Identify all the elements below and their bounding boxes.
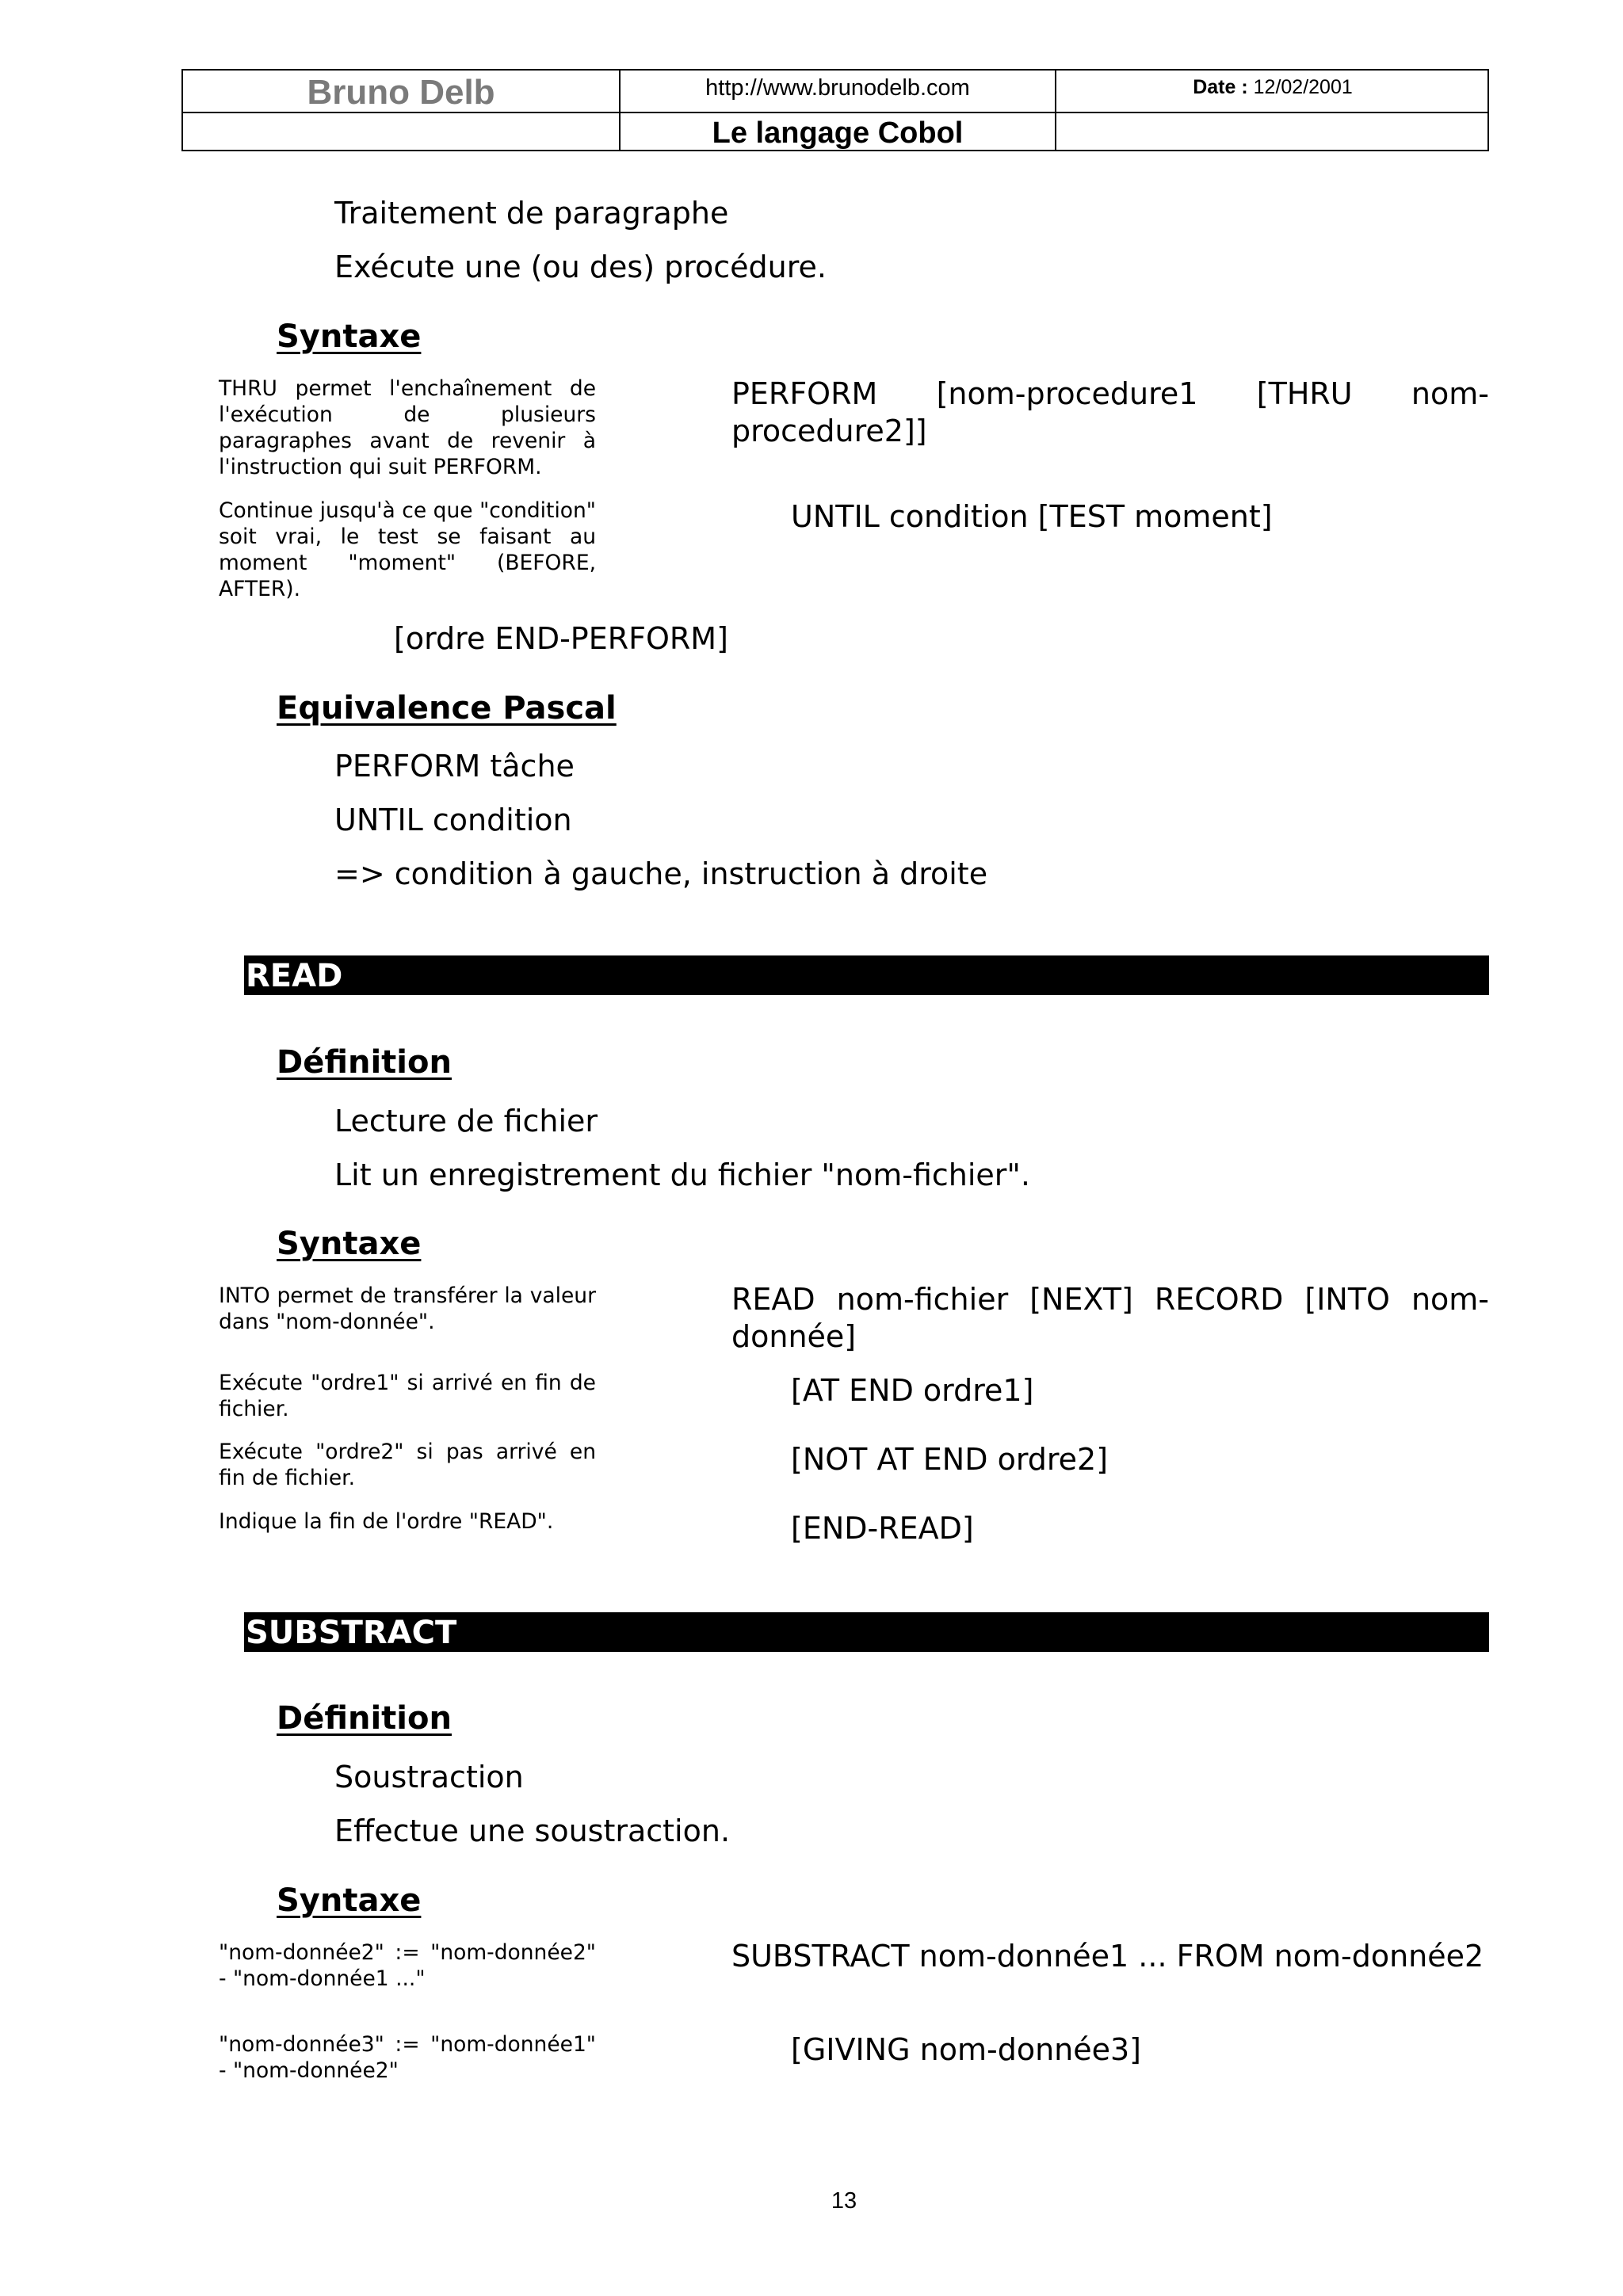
perform-syntax-line: PERFORM [nom-procedure1 [THRU nom-procedure2]]: [731, 376, 1489, 448]
perform-note: Continue jusqu'à ce que "condition" soit vrai, le test se faisant au moment "moment" (BEFORE, AFTER).: [219, 498, 596, 601]
perform-syntax-line: [ordre END-PERFORM]: [394, 621, 728, 656]
header-title: Le langage Cobol: [712, 116, 964, 150]
read-syntax-line: [AT END ordre1]: [791, 1373, 1034, 1408]
substract-syntax-line: [GIVING nom-donnée3]: [791, 2032, 1141, 2067]
substract-syntax-line: SUBSTRACT nom-donnée1 ... FROM nom-donnée2: [731, 1939, 1484, 1974]
read-note: INTO permet de transférer la valeur dans "nom-donnée".: [219, 1283, 596, 1334]
read-note: Exécute "ordre1" si arrivé en fin de fichier.: [219, 1371, 596, 1421]
section-bar-substract: SUBSTRACT: [244, 1612, 1489, 1652]
substract-note: "nom-donnée2" := "nom-donnée2" - "nom-donnée1 ...": [219, 1940, 596, 1991]
pascal-line: PERFORM tâche: [334, 749, 575, 784]
perform-syntax-line: UNTIL condition [TEST moment]: [791, 499, 1273, 534]
read-syntax-line: [NOT AT END ordre2]: [791, 1442, 1109, 1477]
header-date: [1056, 71, 1489, 112]
perform-definition-line: Exécute une (ou des) procédure.: [334, 250, 827, 284]
read-syntax-heading: Syntaxe: [277, 1226, 422, 1262]
read-note: Exécute "ordre2" si pas arrivé en fin de fichier.: [219, 1440, 596, 1490]
substract-definition-heading: Définition: [277, 1700, 452, 1737]
perform-definition-line: Traitement de paragraphe: [334, 196, 729, 231]
page-header-table: [181, 69, 1489, 151]
substract-definition-line: Soustraction: [334, 1760, 524, 1794]
header-date-label: Date :: [1193, 76, 1248, 98]
header-author: Bruno Delb: [307, 73, 495, 112]
substract-syntax-heading: Syntaxe: [277, 1882, 422, 1919]
pascal-heading: Equivalence Pascal: [277, 690, 617, 727]
pascal-line: UNTIL condition: [334, 803, 572, 837]
substract-note: "nom-donnée3" := "nom-donnée1" - "nom-donnée2": [219, 2032, 596, 2083]
substract-definition-line: Effectue une soustraction.: [334, 1814, 731, 1848]
read-note: Indique la fin de l'ordre "READ".: [219, 1509, 554, 1534]
header-url: http://www.brunodelb.com: [705, 75, 970, 101]
page-number: 13: [831, 2188, 857, 2214]
read-syntax-line: READ nom-fichier [NEXT] RECORD [INTO nom-donnée]: [731, 1282, 1489, 1354]
pascal-line: => condition à gauche, instruction à droite: [334, 856, 988, 891]
read-definition-line: Lit un enregistrement du fichier "nom-fichier".: [334, 1158, 1030, 1192]
perform-note: THRU permet l'enchaînement de l'exécution de plusieurs paragraphes avant de revenir à l'instruction qui suit PERFORM.: [219, 376, 596, 479]
read-definition-heading: Définition: [277, 1044, 452, 1081]
header-date-value: 12/02/2001: [1253, 76, 1353, 98]
read-syntax-line: [END-READ]: [791, 1511, 974, 1546]
read-definition-line: Lecture de fichier: [334, 1104, 598, 1138]
perform-syntax-heading: Syntaxe: [277, 318, 422, 355]
section-bar-read: READ: [244, 955, 1489, 995]
